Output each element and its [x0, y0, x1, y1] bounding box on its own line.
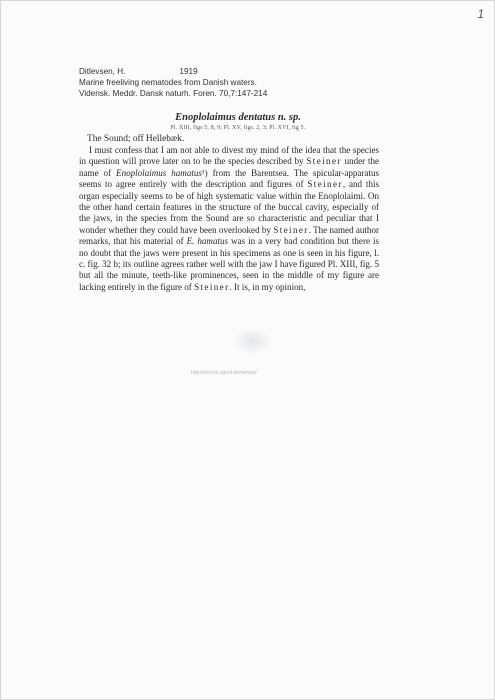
citation-author: Ditlevsen, H. [79, 67, 126, 76]
citation-year: 1919 [179, 67, 198, 76]
article [79, 111, 379, 293]
page-number: 1 [477, 7, 484, 21]
citation-author-line [79, 66, 419, 77]
species-title: Enoplolaimus dentatus n. sp. [175, 112, 301, 123]
text-run: under the name of [79, 156, 380, 178]
plate-references: Pl. XIII, figs 5, 8, 9; Pl. XV, figs. 2, 3; Pl. XVI, fig 5. [170, 125, 306, 131]
text-run: was in a very bad condition but there is no doubt that the jaws were present in his specimens as one is seen in his figure, l. c. fig. 32 b; its outline agrees rather well with the jaw I have figured Pl. XIII, fig. 5 but all the minute, teeth-like prominences, seen in the middle of my figure are lacking entirely in the figure of [79, 236, 379, 292]
locality: The Sound; off Hellebæk. [87, 134, 185, 144]
author-name: Steiner [307, 179, 343, 190]
taxon-name: Enoplolaimus hamatus [116, 167, 202, 178]
watermark-url: http://nemys.ugent.be/nemys/ [191, 370, 257, 376]
citation-title: Marine freeliving nematodes from Danish waters. [79, 78, 257, 87]
text-run: ¹) from the Barentsea. The spicular-apparatus seems to agree entirely with the description and figures of [79, 167, 380, 190]
author-name: Steiner [273, 224, 309, 235]
citation-block [79, 66, 419, 99]
text-run: , and this organ especially seems to be of high systematic value within the Enoplolaimi. On the other hand certain features in the structure of the buccal cavity, especially of the jaws, in the species from the Sound are so characteristic and peculiar that I wonder whether they could have been overlooked by [79, 179, 379, 235]
text-run: . It is, in my opinion, [229, 281, 306, 292]
body-paragraph [79, 145, 379, 293]
author-name: Steiner [306, 156, 342, 167]
watermark-stamp [233, 328, 273, 354]
text-run: . The named author remarks, that his material of [79, 224, 379, 247]
text-run: I must confess that I am not able to divest my mind of the idea that the species in question will prove later on to be the species described by [79, 145, 379, 167]
citation-journal: Vidensk. Meddr. Dansk naturh. Foren. 70,7:147-214 [79, 89, 268, 98]
taxon-name: E. hamatus [186, 236, 229, 247]
author-name: Steiner [194, 281, 230, 292]
